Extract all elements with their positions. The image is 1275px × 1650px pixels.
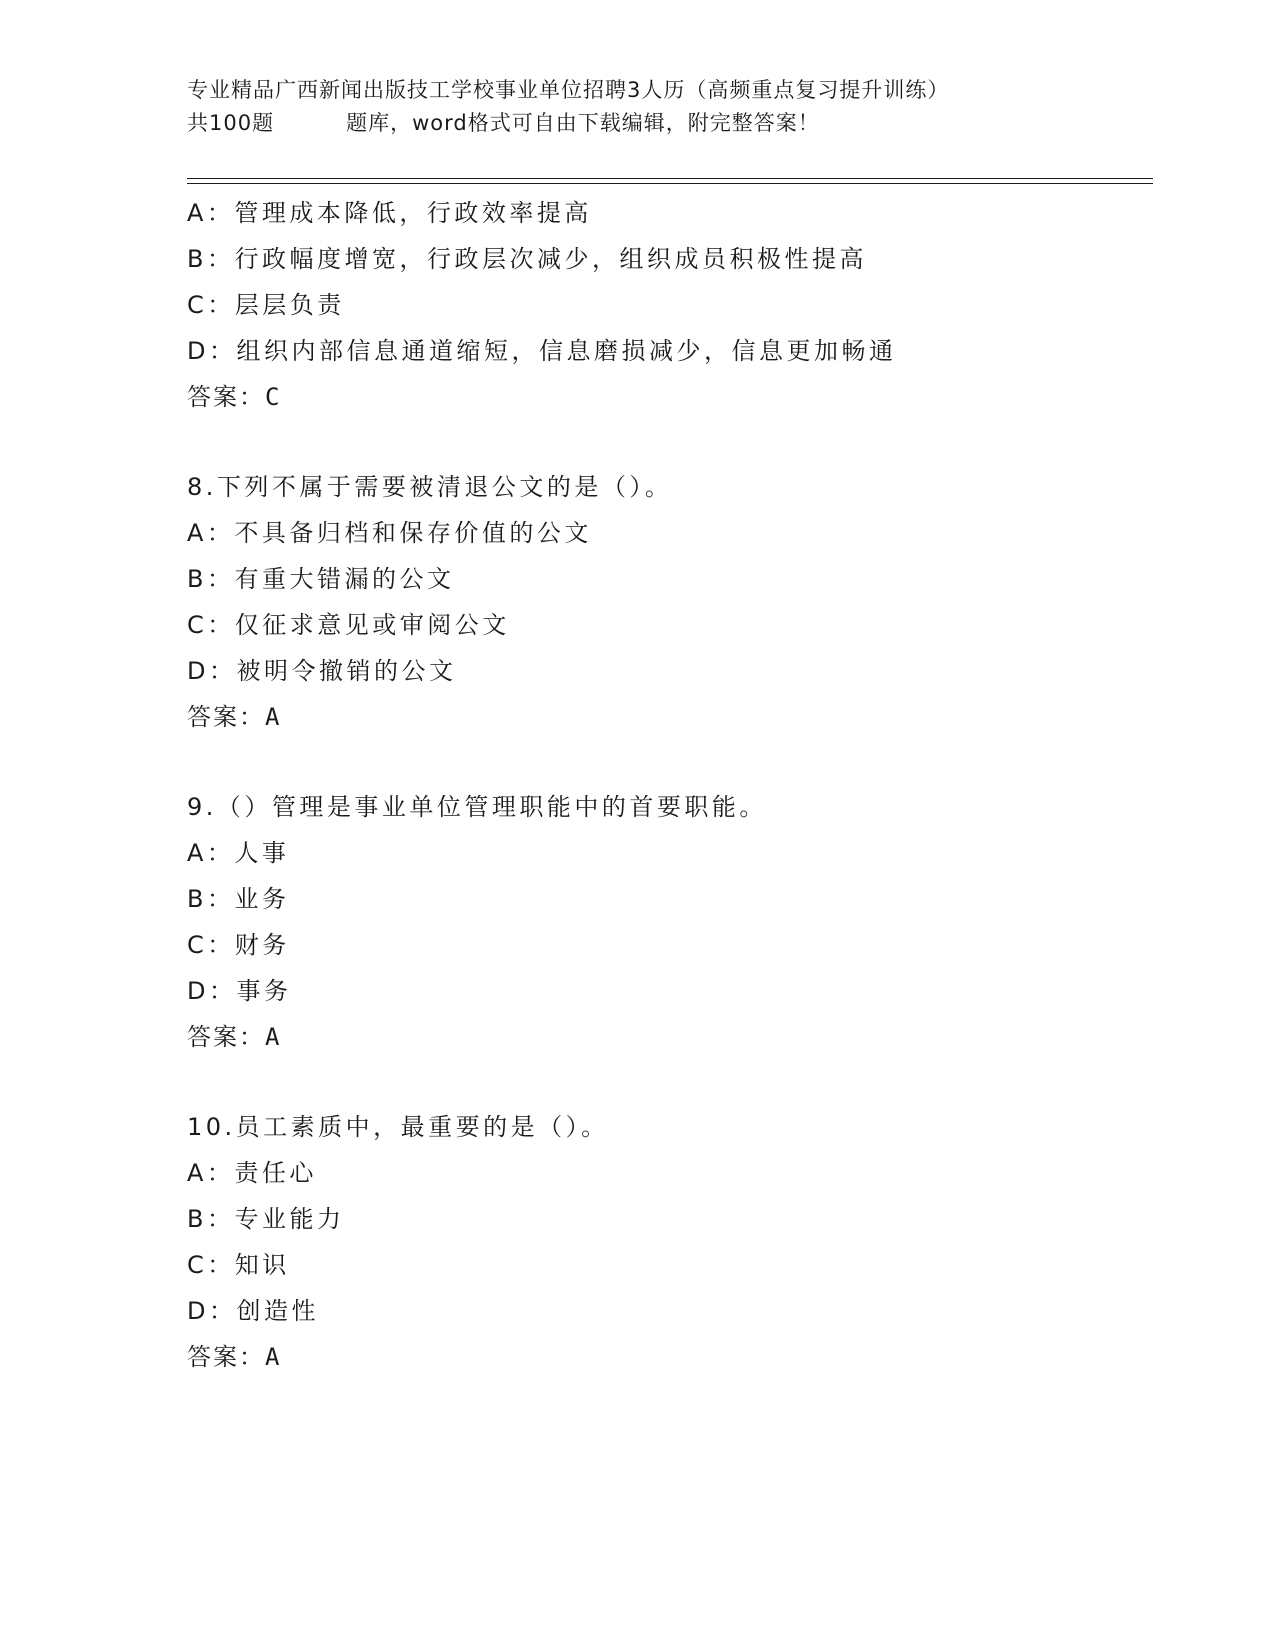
answer-label: 答案：	[187, 383, 265, 411]
answer-value: A	[265, 1023, 282, 1051]
question-text: 下列不属于需要被清退公文的是（）。	[216, 473, 673, 501]
option-text: 仅征求意见或审阅公文	[234, 611, 510, 639]
answer-label: 答案：	[187, 1023, 265, 1051]
option-key: C：	[187, 931, 235, 959]
option-a	[187, 1150, 1153, 1196]
option-key: B：	[187, 885, 235, 913]
question-stem	[187, 1104, 1153, 1150]
option-text: 行政幅度增宽，行政层次减少，组织成员积极性提高	[234, 245, 867, 273]
option-key: B：	[187, 1205, 235, 1233]
option-text: 事务	[236, 977, 292, 1005]
page-content	[187, 190, 1153, 1380]
option-text: 被明令撤销的公文	[236, 657, 457, 685]
option-a	[187, 190, 1153, 236]
option-b	[187, 876, 1153, 922]
option-c	[187, 1242, 1153, 1288]
question-9	[187, 784, 1153, 1060]
option-c	[187, 282, 1153, 328]
question-7-fragment	[187, 190, 1153, 420]
option-text: 有重大错漏的公文	[234, 565, 455, 593]
option-key: C：	[187, 611, 235, 639]
question-8	[187, 464, 1153, 740]
option-a	[187, 510, 1153, 556]
option-key: D：	[187, 977, 237, 1005]
option-text: 人事	[234, 839, 290, 867]
option-d	[187, 968, 1153, 1014]
option-key: A：	[187, 839, 235, 867]
question-stem	[187, 784, 1153, 830]
option-key: B：	[187, 565, 235, 593]
option-key: D：	[187, 337, 237, 365]
option-text: 财务	[234, 931, 290, 959]
document-subtitle	[187, 107, 1137, 140]
option-key: B：	[187, 245, 235, 273]
question-number: 10.	[187, 1113, 236, 1141]
option-c	[187, 602, 1153, 648]
option-key: A：	[187, 519, 235, 547]
option-c	[187, 922, 1153, 968]
answer-line	[187, 694, 1153, 740]
option-text: 责任心	[234, 1159, 317, 1187]
option-text: 组织内部信息通道缩短，信息磨损减少，信息更加畅通	[236, 337, 897, 365]
option-d	[187, 1288, 1153, 1334]
answer-value: A	[265, 1343, 282, 1371]
answer-label: 答案：	[187, 703, 265, 731]
answer-line	[187, 1334, 1153, 1380]
option-text: 管理成本降低，行政效率提高	[234, 199, 592, 227]
document-title: 专业精品广西新闻出版技工学校事业单位招聘3人历（高频重点复习提升训练）	[187, 78, 950, 102]
header-divider-top	[187, 178, 1153, 179]
option-key: D：	[187, 1297, 237, 1325]
option-key: A：	[187, 1159, 235, 1187]
option-b	[187, 556, 1153, 602]
header-divider-bottom	[187, 183, 1153, 184]
question-text: （）管理是事业单位管理职能中的首要职能。	[216, 793, 767, 821]
option-d	[187, 328, 1153, 374]
option-text: 专业能力	[234, 1205, 345, 1233]
option-a	[187, 830, 1153, 876]
option-key: C：	[187, 291, 235, 319]
option-key: C：	[187, 1251, 235, 1279]
option-d	[187, 648, 1153, 694]
answer-value: C	[265, 383, 282, 411]
question-text: 员工素质中，最重要的是（）。	[235, 1113, 609, 1141]
option-text: 不具备归档和保存价值的公文	[234, 519, 592, 547]
answer-value: A	[265, 703, 282, 731]
option-key: A：	[187, 199, 235, 227]
question-number: 9.	[187, 793, 217, 821]
option-text: 业务	[234, 885, 290, 913]
answer-line	[187, 1014, 1153, 1060]
option-text: 知识	[234, 1251, 290, 1279]
option-text: 创造性	[236, 1297, 319, 1325]
question-count: 共100题	[187, 111, 275, 135]
question-stem	[187, 464, 1153, 510]
option-b	[187, 1196, 1153, 1242]
answer-label: 答案：	[187, 1343, 265, 1371]
page-header	[187, 74, 1137, 140]
option-text: 层层负责	[234, 291, 345, 319]
option-b	[187, 236, 1153, 282]
document-description: 题库，word格式可自由下载编辑，附完整答案！	[346, 111, 820, 135]
answer-line	[187, 374, 1153, 420]
option-key: D：	[187, 657, 237, 685]
question-number: 8.	[187, 473, 217, 501]
question-10	[187, 1104, 1153, 1380]
